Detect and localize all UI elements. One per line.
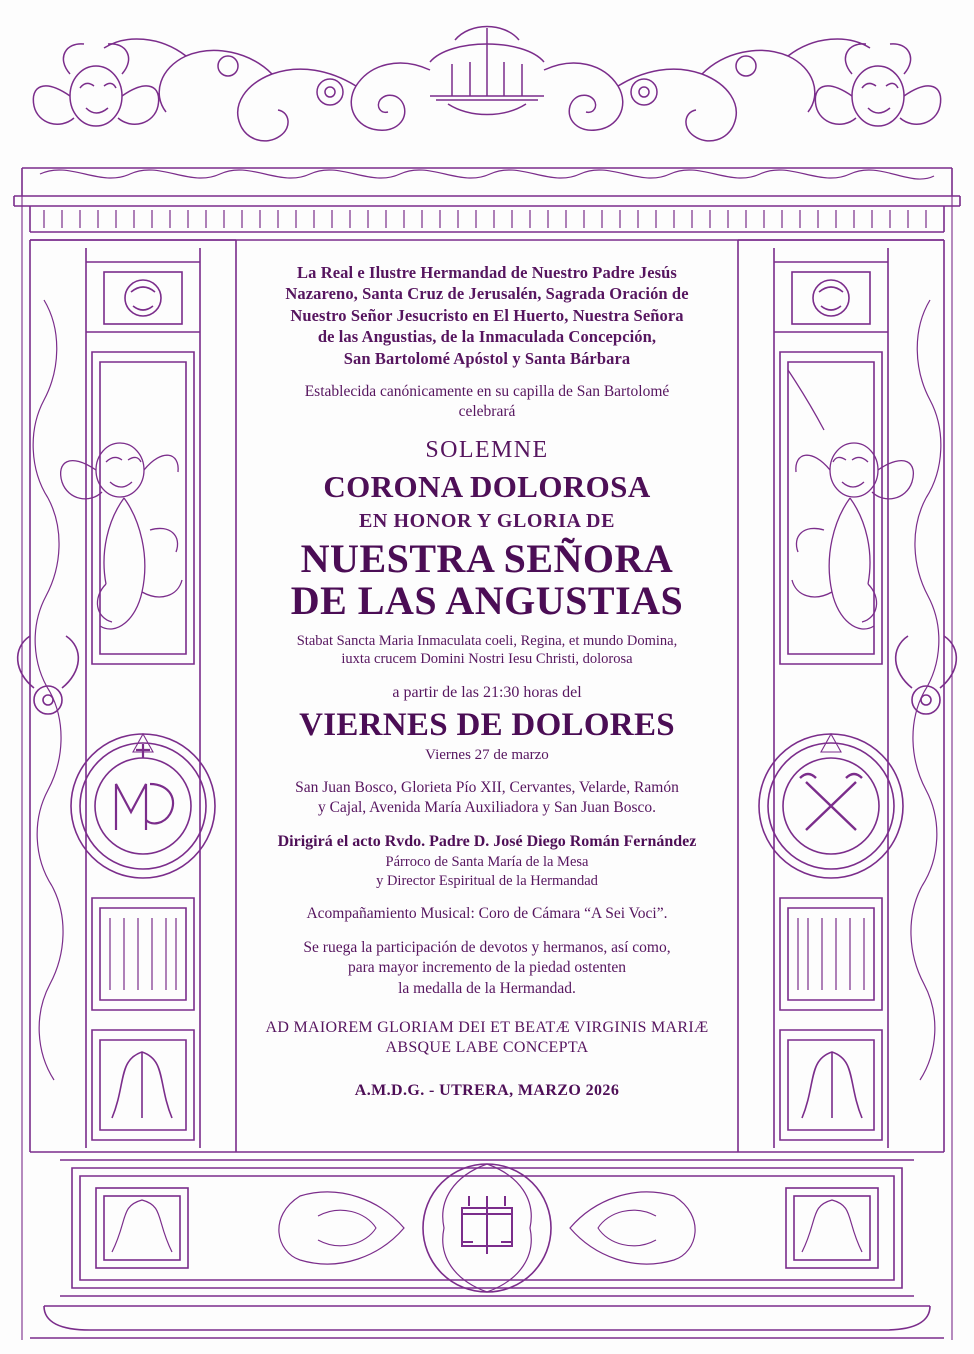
- amdg-footer: A.M.D.G. - UTRERA, MARZO 2026: [354, 1082, 620, 1100]
- event-day: VIERNES DE DOLORES: [299, 707, 675, 744]
- event-date: Viernes 27 de marzo: [425, 746, 549, 763]
- solemne-label: SOLEMNE: [425, 437, 549, 464]
- itinerary: San Juan Bosco, Glorieta Pío XII, Cervantes, Velarde, Ramón y Cajal, Avenida María Auxiliadora y San Juan Bosco.: [295, 778, 679, 817]
- musical-accompaniment: Acompañamiento Musical: Coro de Cámara “A Sei Voci”.: [306, 905, 668, 923]
- event-name: CORONA DOLOROSA: [323, 468, 651, 504]
- titular-line-2: DE LAS ANGUSTIAS: [290, 578, 684, 624]
- celebrant-role: Párroco de Santa María de la Mesa y Director Espiritual de la Hermandad: [376, 853, 598, 889]
- in-honor-of-label: EN HONOR Y GLORIA DE: [358, 509, 616, 532]
- participation-request: Se ruega la participación de devotos y hermanos, así como, para mayor incremento de la piedad ostenten la medalla de la Hermandad.: [303, 939, 671, 997]
- established-text: Establecida canónicamente en su capilla de San Bartolomé celebrará: [304, 383, 670, 421]
- titular-line-1: NUESTRA SEÑORA: [300, 535, 674, 581]
- latin-antiphon: Stabat Sancta Maria Inmaculata coeli, Regina, et mundo Domina, iuxta crucem Domini Nostri Iesu Christi, dolorosa: [296, 632, 678, 668]
- poster-text-column: [227, 262, 747, 1101]
- hermandad-title: La Real e Ilustre Hermandad de Nuestro Padre Jesús Nazareno, Santa Cruz de Jerusalén, Sagrada Oración de Nuestro Señor Jesucristo en El Huerto, Nuestra Señora de las Angustias, de la Inmaculada Concepción, San Bartolomé Apóstol y Santa Bárbara: [285, 263, 689, 368]
- event-time: a partir de las 21:30 horas del: [392, 683, 582, 701]
- ad-maiorem-motto: AD MAIOREM GLORIAM DEI ET BEATÆ VIRGINIS MARIÆ ABSQUE LABE CONCEPTA: [265, 1018, 709, 1057]
- celebrant-name: Dirigirá el acto Rvdo. Padre D. José Diego Román Fernández: [277, 833, 697, 851]
